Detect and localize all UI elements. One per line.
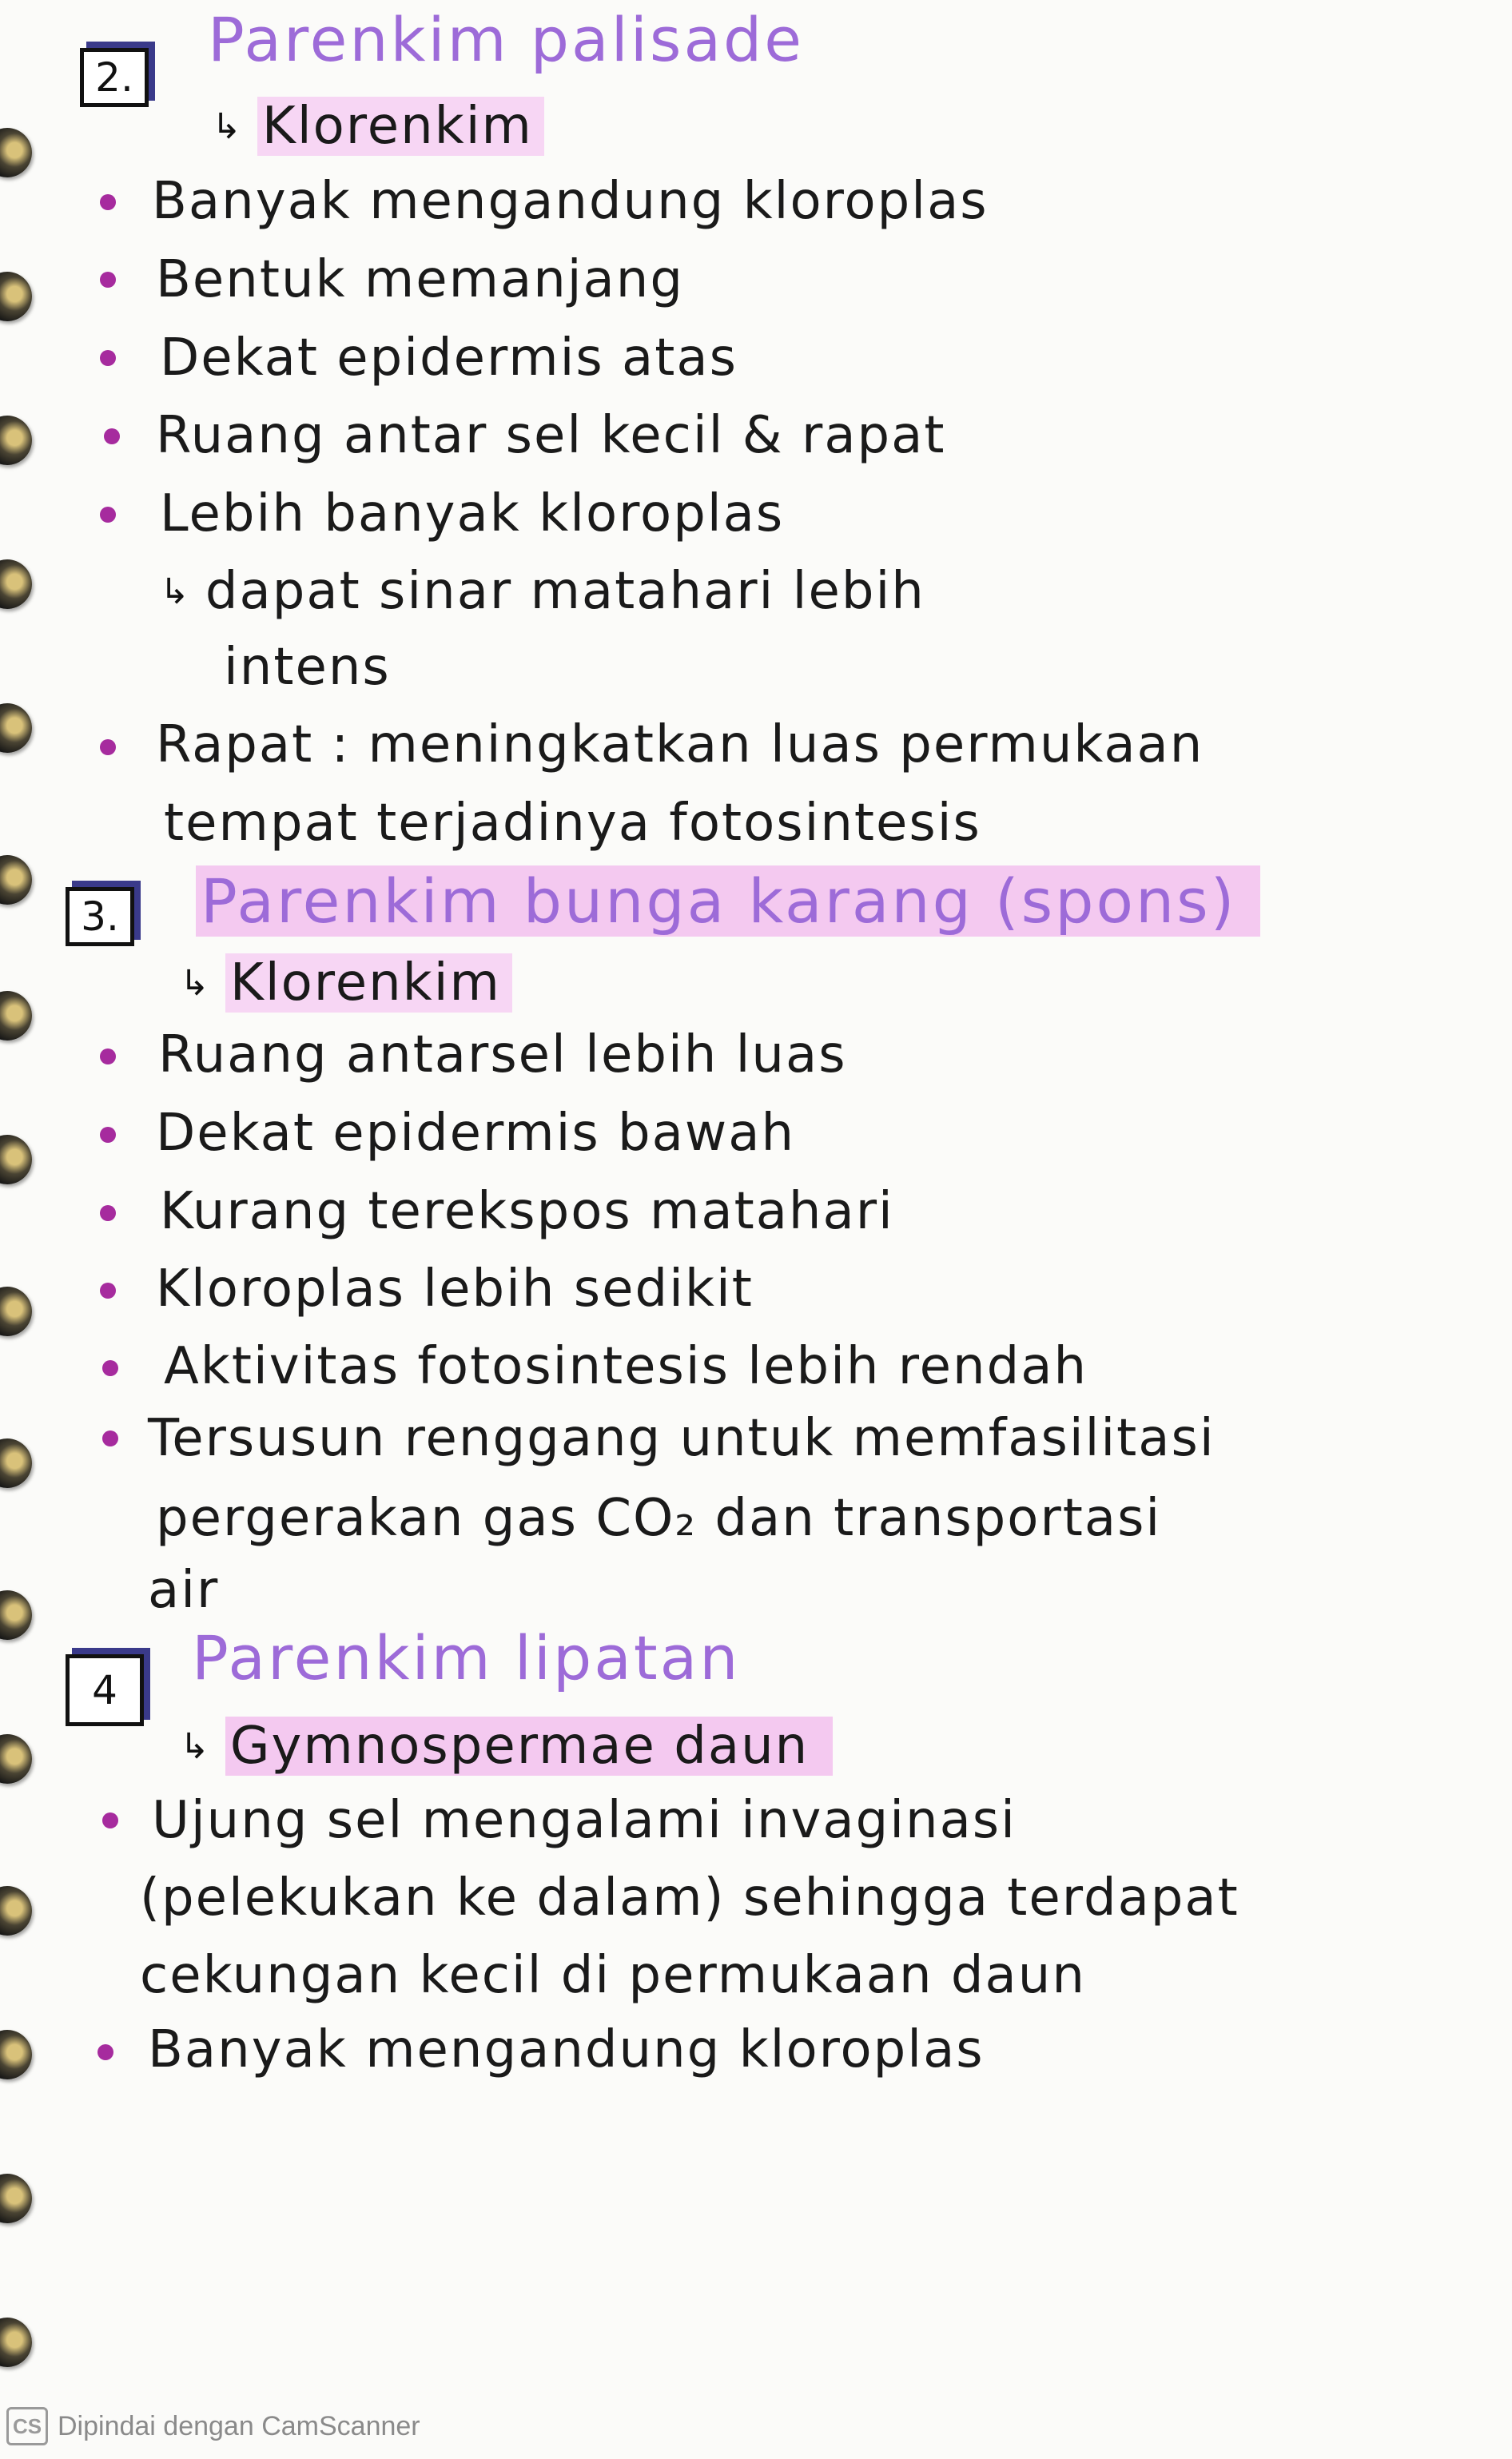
binding-ring [0,1886,32,1936]
bullet-icon [102,1430,118,1446]
binding-ring [0,1590,32,1640]
bullet-icon [100,350,116,366]
list-item: Kurang terekspos matahari [160,1182,894,1241]
list-item: Banyak mengandung kloroplas [152,172,989,231]
bullet-icon [104,428,120,444]
list-item-continued: pergerakan gas CO₂ dan transportasi [156,1489,1162,1548]
subtitle-text: Klorenkim [225,953,512,1013]
section-number: 2. [80,48,149,107]
note-line: intens [224,638,391,697]
binding-ring [0,2174,32,2223]
list-item: Ujung sel mengalami invaginasi [152,1791,1017,1850]
bullet-icon [102,1812,118,1828]
note-text: dapat sinar matahari lebih [205,562,925,621]
section-subtitle [212,94,544,159]
list-item: Ruang antar sel kecil & rapat [156,406,946,465]
camscanner-logo-icon: CS [6,2407,48,2445]
list-item-continued: tempat terjadinya fotosintesis [164,794,981,853]
subtitle-text: Klorenkim [257,97,544,156]
binding-ring [0,128,32,177]
binding-ring [0,272,32,321]
bullet-icon [100,194,116,210]
bullet-icon [100,1048,116,1064]
section-title: Parenkim lipatan [192,1622,741,1693]
bullet-icon [102,1360,118,1376]
list-item: Tersusun renggang untuk memfasilitasi [148,1409,1216,1468]
binding-ring [0,2318,32,2367]
arrow-icon: ↳ [212,106,243,147]
binding-ring [0,559,32,609]
list-item: Ruang antarsel lebih luas [158,1025,847,1084]
binding-ring [0,1438,32,1488]
section-subtitle [180,951,512,1016]
spiral-binding [0,0,72,2459]
binding-ring [0,703,32,753]
section-number: 4 [66,1654,144,1726]
list-item: Rapat : meningkatkan luas permukaan [156,715,1204,774]
binding-ring [0,1135,32,1184]
list-item: Banyak mengandung kloroplas [148,2020,985,2079]
bullet-icon [100,739,116,755]
binding-ring [0,991,32,1040]
scanner-watermark [6,2407,420,2445]
watermark-text: Dipindai dengan CamScanner [58,2410,420,2441]
list-item: Lebih banyak kloroplas [160,484,785,543]
arrow-icon: ↳ [180,963,211,1004]
list-item: Aktivitas fotosintesis lebih rendah [164,1337,1088,1396]
subtitle-text: Gymnospermae daun [225,1717,833,1776]
list-item-continued: air [148,1561,220,1620]
binding-ring [0,416,32,465]
section-title: Parenkim palisade [208,4,805,75]
section-title [196,865,1260,937]
bullet-icon [100,1205,116,1221]
binding-ring [0,855,32,905]
list-item: Bentuk memanjang [156,250,684,309]
section-number: 3. [66,887,134,946]
list-item-continued: cekungan kecil di permukaan daun [140,1946,1086,2005]
binding-ring [0,1734,32,1784]
bullet-icon [100,507,116,523]
section-title-text: Parenkim bunga karang (spons) [196,865,1260,937]
bullet-icon [97,2044,113,2060]
binding-ring [0,1287,32,1336]
arrow-icon: ↳ [180,1726,211,1767]
binding-ring [0,2030,32,2079]
section-subtitle [180,1714,833,1779]
list-item: Dekat epidermis atas [160,328,738,388]
arrow-icon: ↳ [160,571,191,612]
list-item-continued: (pelekukan ke dalam) sehingga terdapat [140,1868,1239,1928]
note-line [160,559,925,624]
list-item: Dekat epidermis bawah [156,1104,795,1163]
bullet-icon [100,272,116,288]
list-item: Kloroplas lebih sedikit [156,1259,754,1319]
bullet-icon [100,1283,116,1299]
bullet-icon [100,1127,116,1143]
